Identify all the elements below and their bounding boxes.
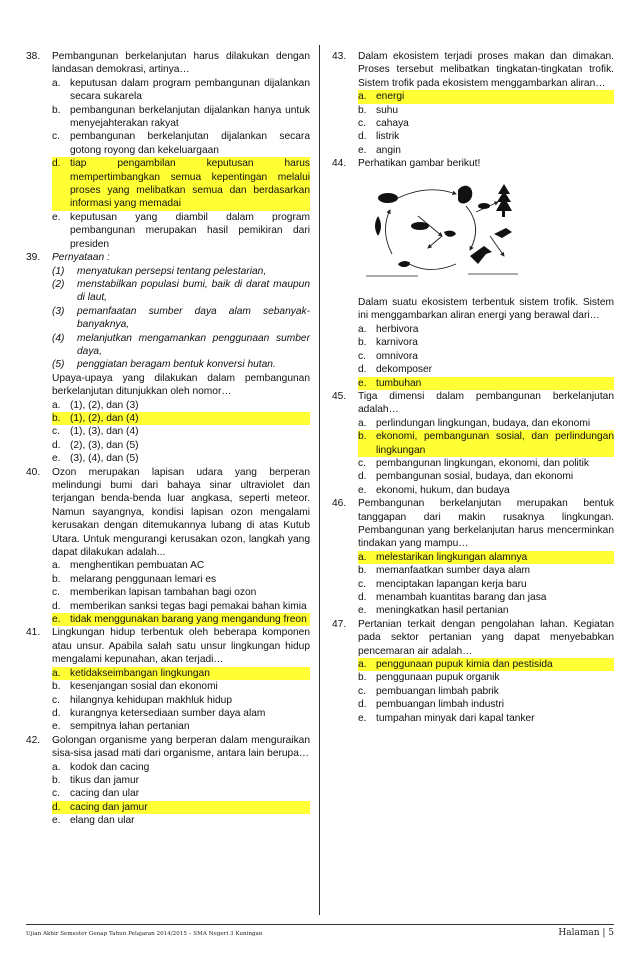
option-text: (1), (2), dan (3): [70, 399, 139, 411]
question-44: [332, 157, 614, 390]
option-letter: c.: [358, 350, 366, 362]
answer-option[interactable]: [358, 336, 614, 349]
question-text: Pembangunan berkelanjutan merupakan bentuk tanggapan dari makin rusaknya lingkungan. Pembangunan yang berkelanjutan harus mencerminkan tindakan yang mampu…: [358, 498, 614, 550]
statement: [52, 278, 310, 305]
answer-option[interactable]: [52, 787, 310, 800]
option-letter: a.: [358, 323, 367, 335]
answer-option[interactable]: [52, 774, 310, 787]
option-letter: b.: [358, 104, 367, 116]
question-text: Pernyataan :: [52, 252, 110, 264]
answer-option[interactable]: [52, 77, 310, 104]
question-text: Dalam ekosistem terjadi proses makan dan dimakan. Proses tersebut melibatkan tingkatan-tingkatan trofik. Sistem trofik pada ekosistem menggambarkan aliran…: [358, 51, 614, 89]
answer-option[interactable]: [358, 130, 614, 143]
option-letter: a.: [52, 77, 61, 89]
question-number: 47.: [332, 618, 347, 630]
statement-label: (2): [52, 278, 65, 290]
answer-option[interactable]: [52, 761, 310, 774]
answer-option[interactable]: [358, 104, 614, 117]
question-46: [332, 497, 614, 618]
answer-option[interactable]: [52, 104, 310, 131]
option-letter: c.: [358, 685, 366, 697]
answer-option[interactable]: [358, 457, 614, 470]
question-body: [52, 251, 310, 466]
option-letter: e.: [52, 453, 61, 465]
question-40: [26, 466, 310, 627]
option-letter: c.: [358, 118, 366, 130]
option-letter: a.: [358, 658, 376, 671]
question-body: [52, 626, 310, 733]
answer-option[interactable]: [52, 814, 310, 827]
answer-option[interactable]: [358, 470, 614, 483]
answer-option-highlighted[interactable]: [358, 658, 614, 671]
question-number: 46.: [332, 498, 347, 510]
option-letter: d.: [358, 699, 367, 711]
question-number: 45.: [332, 390, 347, 402]
option-text: ketidakseimbangan lingkungan: [70, 667, 310, 680]
answer-option[interactable]: [358, 350, 614, 363]
option-text: cacing dan ular: [70, 788, 140, 800]
option-letter: d.: [52, 157, 70, 211]
question-prompt: Upaya-upaya yang dilakukan dalam pembangunan berkelanjutan ditunjukkan oleh nomor…: [52, 372, 310, 398]
question-number: 44.: [332, 158, 347, 170]
question-41: [26, 626, 310, 733]
option-letter: d.: [52, 439, 61, 451]
option-text: pembangunan lingkungan, ekonomi, dan politik: [376, 457, 589, 469]
answer-option[interactable]: [358, 363, 614, 376]
option-letter: a.: [358, 417, 367, 429]
answer-option[interactable]: [52, 720, 310, 733]
option-letter: c.: [52, 587, 60, 599]
answer-option-highlighted[interactable]: [358, 551, 614, 564]
answer-option[interactable]: [358, 578, 614, 591]
option-letter: e.: [358, 144, 367, 156]
answer-option[interactable]: [52, 680, 310, 693]
option-letter: b.: [52, 104, 61, 116]
option-text: hilangnya kehidupan makhluk hidup: [70, 694, 232, 706]
option-text: keputusan yang diambil dalam program pembangunan merupakan hasil pemikiran dari presiden: [70, 211, 310, 250]
option-text: penggunaan pupuk organik: [376, 672, 500, 684]
option-letter: e.: [358, 484, 367, 496]
option-letter: e.: [358, 712, 367, 724]
option-text: kesenjangan sosial dan ekonomi: [70, 681, 218, 693]
option-letter: a.: [52, 761, 61, 773]
answer-option-highlighted[interactable]: [358, 377, 614, 390]
option-text: tiap pengambilan keputusan harus mempertimbangkan semua kepentingan melalui proses yang melibatkan semua dan berdasarkan informasi yang memadai: [70, 158, 310, 210]
question-body: [358, 618, 614, 725]
option-text: tumpahan minyak dari kapal tanker: [376, 712, 535, 724]
answer-option-highlighted[interactable]: [358, 90, 614, 103]
option-letter: c.: [52, 426, 60, 438]
answer-option[interactable]: [52, 573, 310, 586]
answer-option[interactable]: [52, 130, 310, 157]
statement-text: melanjutkan mengamankan penggunaan sumber daya,: [77, 332, 310, 357]
statement-text: pemanfaatan sumber daya alam sebanyak-banyaknya,: [77, 305, 310, 331]
answer-option-highlighted[interactable]: [52, 412, 310, 425]
option-letter: c.: [52, 131, 60, 143]
answer-option[interactable]: [358, 591, 614, 604]
option-letter: e.: [358, 605, 367, 617]
option-text: (3), (4), dan (5): [70, 453, 139, 465]
option-letter: a.: [52, 560, 61, 572]
question-number: 40.: [26, 466, 41, 478]
footer-exam-title: Ujian Akhir Semester Genap Tahun Pelajaran 2014/2015 – SMA Negeri 3 Kuningan: [26, 931, 263, 937]
question-number: 42.: [26, 734, 41, 746]
answer-option[interactable]: [358, 417, 614, 430]
answer-option[interactable]: [52, 439, 310, 452]
right-column: [332, 50, 614, 725]
answer-option[interactable]: [52, 600, 310, 613]
option-letter: b.: [52, 573, 61, 585]
answer-option[interactable]: [358, 685, 614, 698]
answer-option[interactable]: [358, 117, 614, 130]
answer-option[interactable]: [358, 698, 614, 711]
question-39: [26, 251, 310, 466]
option-text: elang dan ular: [70, 815, 135, 827]
option-text: angin: [376, 144, 401, 156]
food-web-arrows: [385, 189, 504, 269]
option-letter: b.: [358, 672, 367, 684]
question-number: 41.: [26, 627, 41, 639]
question-42: [26, 734, 310, 828]
question-body: [358, 497, 614, 618]
answer-option[interactable]: [358, 144, 614, 157]
question-number: 38.: [26, 51, 41, 62]
option-letter: e.: [52, 613, 70, 626]
question-text: Pembangunan berkelanjutan harus dilakukan dengan landasan demokrasi, artinya…: [52, 51, 310, 76]
option-text: karnivora: [376, 337, 418, 349]
option-text: energi: [376, 90, 614, 103]
statement-label: (1): [52, 265, 65, 277]
answer-option[interactable]: [52, 694, 310, 707]
option-letter: a.: [52, 667, 70, 680]
statement-label: (4): [52, 332, 65, 344]
question-body: [358, 157, 614, 390]
question-text: Tiga dimensi dalam pembangunan berkelanjutan adalah…: [358, 390, 614, 416]
answer-option-highlighted[interactable]: [52, 801, 310, 814]
question-43: [332, 50, 614, 157]
option-letter: a.: [358, 90, 376, 103]
option-letter: e.: [52, 721, 61, 733]
option-text: kurangnya ketersediaan sumber daya alam: [70, 707, 266, 719]
option-letter: b.: [52, 412, 70, 425]
option-letter: d.: [52, 707, 61, 719]
statement: [52, 305, 310, 332]
answer-option[interactable]: [358, 604, 614, 617]
option-text: keputusan dalam program pembangunan dijalankan secara sukarela: [70, 77, 310, 103]
option-text: pembuangan limbah pabrik: [376, 685, 499, 697]
answer-option[interactable]: [52, 399, 310, 412]
option-letter: c.: [358, 457, 366, 469]
question-text: Pertanian terkait dengan pengolahan lahan. Kegiatan pada sektor pertanian yang dapat menyebabkan pencemaran air adalah…: [358, 618, 614, 657]
question-text: Golongan organisme yang berperan dalam menguraikan sisa-sisa jasad mati dari organisme, antara lain berupa…: [52, 734, 310, 760]
option-text: suhu: [376, 104, 399, 116]
answer-option[interactable]: [358, 564, 614, 577]
option-text: memberikan sanksi tegas bagi pemakai bahan kimia: [70, 600, 307, 612]
question-text: Perhatikan gambar berikut!: [358, 158, 481, 170]
option-letter: a.: [52, 399, 61, 411]
option-letter: a.: [358, 551, 376, 564]
column-divider: [319, 45, 320, 915]
question-body: [52, 734, 310, 828]
answer-option-highlighted[interactable]: [52, 157, 310, 211]
answer-option[interactable]: [52, 586, 310, 599]
statement-label: (3): [52, 305, 65, 317]
option-text: tikus dan jamur: [70, 774, 140, 786]
option-text: tidak menggunakan barang yang mengandung freon: [70, 613, 310, 626]
option-letter: b.: [52, 681, 61, 693]
option-text: pembangunan berkelanjutan dijalankan hanya untuk menyejahterakan rakyat: [70, 104, 310, 130]
option-text: menciptakan lapangan kerja baru: [376, 578, 527, 590]
option-text: pembangunan berkelanjutan dijalankan secara gotong royong dan kekeluargaan: [70, 131, 310, 156]
option-letter: b.: [358, 565, 367, 577]
option-letter: c.: [52, 694, 60, 706]
question-body: [52, 466, 310, 627]
option-letter: c.: [52, 788, 60, 800]
answer-option[interactable]: [358, 484, 614, 497]
option-text: penggunaan pupuk kimia dan pestisida: [376, 658, 614, 671]
question-text: Ozon merupakan lapisan udara yang berperan melindungi bumi dari bahaya sinar ultraviolet dan terjangan benda-benda luar angkasa, seperti meteor. Namun sayangnya, kondisi lapisan ozon mengalami kerusakan dengan ditemukannya lubang di atas Kutub Utara. Untuk mengurangi kerusakan ozon, langkah yang dapat dilakukan adalah...: [52, 466, 310, 559]
food-web-figure: [358, 176, 526, 286]
question-number: 43.: [332, 51, 347, 62]
question-number: 39.: [26, 252, 41, 264]
answer-option[interactable]: [52, 559, 310, 572]
answer-option[interactable]: [52, 707, 310, 720]
question-body: [358, 50, 614, 157]
answer-option[interactable]: [52, 211, 310, 251]
option-letter: d.: [358, 471, 367, 483]
option-text: memberikan lapisan tambahan bagi ozon: [70, 587, 257, 599]
answer-option[interactable]: [52, 425, 310, 438]
answer-option[interactable]: [52, 452, 310, 465]
option-letter: d.: [358, 131, 367, 143]
option-text: cacing dan jamur: [70, 801, 310, 814]
option-text: cahaya: [376, 118, 409, 130]
option-text: pembangunan sosial, budaya, dan ekonomi: [376, 471, 574, 483]
option-text: tumbuhan: [376, 377, 614, 390]
option-text: menambah kuantitas barang dan jasa: [376, 592, 547, 603]
answer-option[interactable]: [358, 671, 614, 684]
question-47: [332, 618, 614, 725]
question-text: Lingkungan hidup terbentuk oleh beberapa komponen atau unsur. Apabila salah satu unsur lingkungan hidup mengalami kepunahan, akan terjadi…: [52, 627, 310, 666]
answer-option[interactable]: [358, 323, 614, 336]
option-text: perlindungan lingkungan, budaya, dan ekonomi: [376, 417, 591, 429]
option-text: (1), (3), dan (4): [70, 426, 139, 438]
figure-ground-lines: [366, 274, 518, 276]
answer-option-highlighted[interactable]: [358, 430, 614, 457]
statement: [52, 358, 310, 371]
statement-text: menstabilkan populasi bumi, baik di darat maupun di laut,: [77, 278, 310, 304]
option-letter: e.: [358, 377, 376, 390]
footer-page-number: Halaman | 5: [558, 928, 614, 938]
option-text: sempitnya lahan pertanian: [70, 721, 190, 733]
option-letter: d.: [358, 592, 367, 603]
answer-option-highlighted[interactable]: [52, 613, 310, 626]
organism-silhouettes: [375, 184, 512, 267]
option-text: meningkatkan hasil pertanian: [376, 605, 509, 617]
option-text: menghentikan pembuatan AC: [70, 560, 205, 572]
option-letter: e.: [52, 815, 61, 827]
statement: [52, 265, 310, 278]
answer-option-highlighted[interactable]: [52, 667, 310, 680]
footer-rule: [26, 924, 614, 925]
option-letter: d.: [52, 600, 61, 612]
option-text: ekonomi, pembangunan sosial, dan perlindungan lingkungan: [376, 431, 614, 456]
option-text: omnivora: [376, 350, 418, 362]
option-text: pembuangan limbah industri: [376, 699, 504, 711]
option-text: dekomposer: [376, 364, 433, 376]
question-prompt: Dalam suatu ekosistem terbentuk sistem trofik. Sistem ini menggambarkan aliran energi yang berawal dari…: [358, 297, 614, 322]
question-body: [358, 390, 614, 497]
option-text: memanfaatkan sumber daya alam: [376, 565, 531, 577]
option-letter: c.: [358, 578, 366, 590]
option-letter: d.: [358, 364, 367, 376]
option-text: (2), (3), dan (5): [70, 439, 139, 451]
question-45: [332, 390, 614, 497]
option-text: listrik: [376, 131, 400, 143]
option-text: kodok dan cacing: [70, 761, 150, 773]
option-letter: d.: [52, 801, 70, 814]
option-text: ekonomi, hukum, dan budaya: [376, 484, 510, 496]
option-letter: b.: [358, 430, 376, 457]
option-text: (1), (2), dan (4): [70, 412, 310, 425]
option-letter: b.: [358, 337, 367, 349]
option-text: herbivora: [376, 323, 419, 335]
option-text: melarang penggunaan lemari es: [70, 573, 217, 585]
option-letter: e.: [52, 211, 61, 223]
left-column: [26, 50, 310, 828]
answer-option[interactable]: [358, 712, 614, 725]
option-letter: b.: [52, 774, 61, 786]
statement: [52, 332, 310, 359]
statement-label: (5): [52, 359, 65, 371]
statement-text: menyatukan persepsi tentang pelestarian,: [77, 265, 267, 277]
question-body: [52, 50, 310, 251]
option-text: melestarikan lingkungan alamnya: [376, 551, 614, 564]
statement-text: penggiatan beragam bentuk konversi hutan.: [77, 359, 276, 371]
question-38: [26, 50, 310, 251]
